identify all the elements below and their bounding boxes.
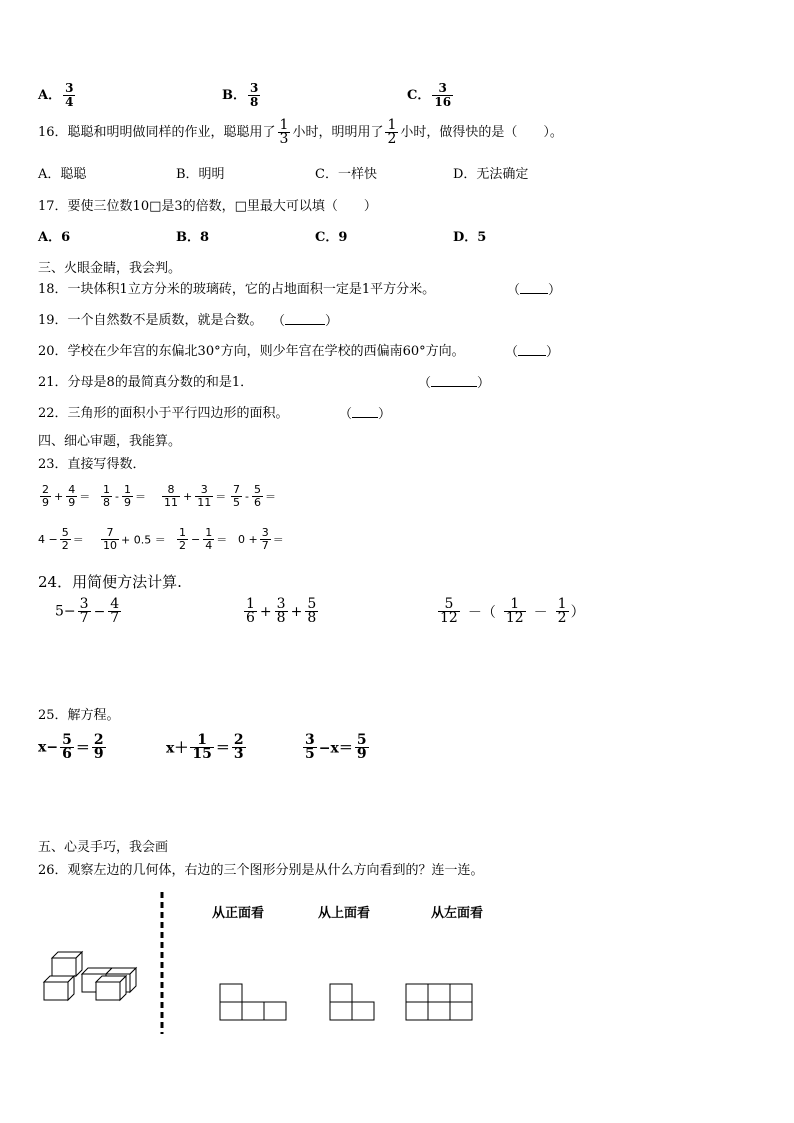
question-18: 18．一块体积1立方分米的玻璃砖，它的占地面积一定是1平方分米。	[38, 282, 436, 297]
view-shape-2[interactable]	[329, 983, 377, 1023]
q25-equation-2: x＋ $\frac{1}{15}$ ＝ $\frac{2}{3}$	[166, 732, 244, 762]
q16-option-c: C．一样快	[315, 167, 377, 182]
q24-expr-2: $\frac{1}{6}$ + $\frac{3}{8}$ + $\frac{5}{8}$	[246, 596, 317, 626]
q21-answer-blank[interactable]: （ ）	[418, 376, 491, 391]
question-22: 22．三角形的面积小于平行四边形的面积。	[38, 406, 289, 421]
question-17: 17．要使三位数10□是3的倍数，□里最大可以填（ ）	[38, 199, 377, 214]
cube-solid-figure	[40, 948, 140, 1008]
question-23-title: 23．直接写得数．	[38, 457, 146, 472]
q18-answer-blank[interactable]: （ ）	[507, 283, 562, 298]
q17-option-b: B．8	[176, 230, 210, 245]
label-front-view: 从正面看	[212, 906, 265, 921]
dashed-divider	[159, 892, 165, 1034]
q24-expr-1: 5− $\frac{3}{7}$ − $\frac{4}{7}$	[55, 596, 120, 626]
label-left-view: 从左面看	[431, 906, 484, 921]
q16-option-d: D．无法确定	[453, 167, 529, 182]
section-3-heading: 三、火眼金睛，我会判。	[38, 261, 182, 276]
q23-expr-8: 0 + $\frac{3}{7}$ ＝	[238, 526, 284, 552]
question-20: 20．学校在少年宫的东偏北30°方向，则少年宫在学校的西偏南60°方向。	[38, 344, 465, 359]
q23-expr-4: $\frac{7}{5}$ - $\frac{5}{6}$ ＝	[233, 483, 276, 509]
q16-option-b: B．明明	[176, 167, 225, 182]
q15-option-c: C． $\frac{3}{16}$	[407, 81, 452, 109]
q23-expr-5: 4 − $\frac{5}{2}$ ＝	[38, 526, 84, 552]
q23-expr-7: $\frac{1}{2}$ − $\frac{1}{4}$ ＝	[179, 526, 228, 552]
q17-option-c: C．9	[315, 230, 348, 245]
q23-expr-6: $\frac{7}{10}$ + 0.5 ＝	[103, 526, 166, 552]
q16-option-a: A．聪聪	[38, 167, 87, 182]
q20-answer-blank[interactable]: （ ）	[505, 345, 560, 360]
q22-answer-blank[interactable]: （ ）	[339, 407, 392, 422]
q15-option-b: B． $\frac{3}{8}$	[222, 81, 259, 109]
question-19: 19．一个自然数不是质数，就是合数。	[38, 313, 263, 328]
q23-expr-3: $\frac{8}{11}$ + $\frac{3}{11}$ ＝	[164, 483, 227, 509]
q15-option-a: A． $\frac{3}{4}$	[38, 81, 74, 109]
q23-expr-2: $\frac{1}{8}$ - $\frac{1}{9}$ ＝	[103, 483, 146, 509]
question-16: 16．聪聪和明明做同样的作业，聪聪用了 $\frac{1}{3}$ 小时，明明用了 $\frac{1}{2}$ 小时，做得快的是（ ）。	[38, 117, 563, 147]
label-top-view: 从上面看	[318, 906, 371, 921]
question-25-title: 25．解方程。	[38, 708, 120, 723]
question-24-title: 24．用简便方法计算.	[38, 573, 182, 591]
q17-option-d: D．5	[453, 230, 487, 245]
q25-equation-3: $\frac{3}{5}$ −x＝ $\frac{5}{9}$	[305, 732, 367, 762]
section-4-heading: 四、细心审题，我能算。	[38, 434, 182, 449]
q17-option-a: A．6	[38, 230, 71, 245]
q24-expr-3: $\frac{5}{12}$ －（ $\frac{1}{12}$ － $\frac{1}{2}$ ）	[440, 596, 585, 626]
question-26: 26．观察左边的几何体，右边的三个图形分别是从什么方向看到的？连一连。	[38, 863, 484, 878]
q25-equation-1: x− $\frac{5}{6}$ ＝ $\frac{2}{9}$	[38, 732, 104, 762]
section-5-heading: 五、心灵手巧，我会画	[38, 840, 169, 855]
view-shape-1[interactable]	[219, 983, 289, 1023]
q19-answer-blank[interactable]: （ ）	[272, 314, 339, 329]
q23-expr-1: $\frac{2}{9}$ + $\frac{4}{9}$ ＝	[42, 483, 91, 509]
question-21: 21．分母是8的最简真分数的和是1．	[38, 375, 254, 390]
view-shape-3[interactable]	[405, 983, 475, 1023]
